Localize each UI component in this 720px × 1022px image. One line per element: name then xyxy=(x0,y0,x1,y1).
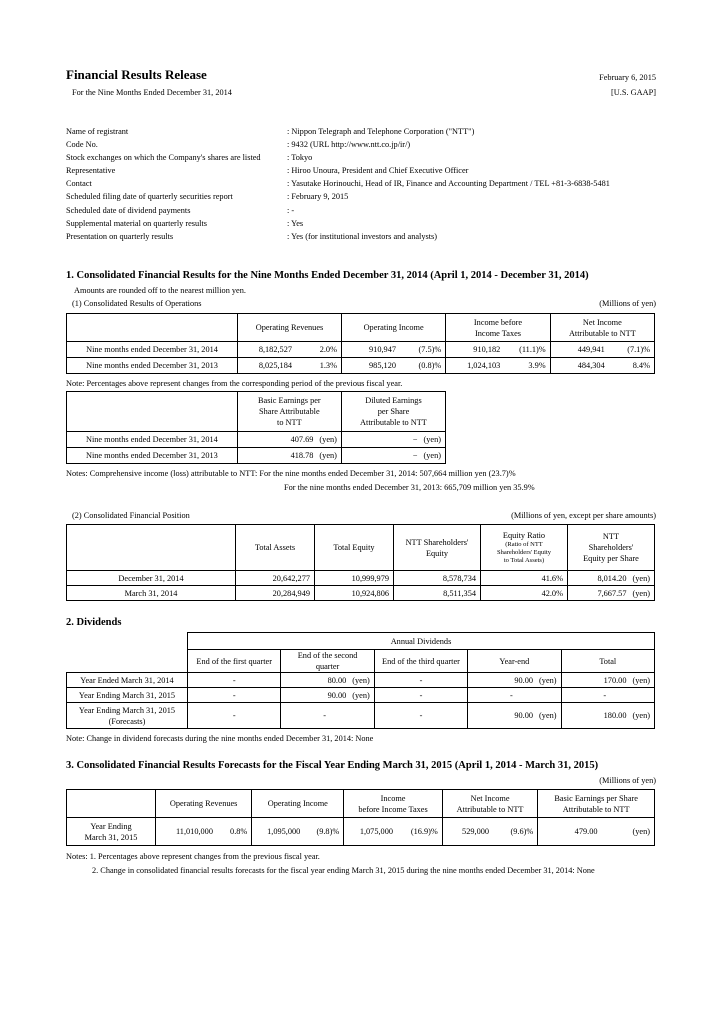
pos-row-label: December 31, 2014 xyxy=(67,571,236,586)
info-label: Name of registrant xyxy=(66,127,129,136)
info-label: Representative xyxy=(66,166,116,176)
ops-col-income-before-tax: Income before Income Taxes xyxy=(446,314,550,342)
div-col-q2: End of the second quarter xyxy=(281,650,374,673)
div-corner-top xyxy=(67,633,188,650)
pos-per-share-cell xyxy=(568,571,655,586)
pos-col-total-equity: Total Equity xyxy=(315,525,394,571)
eps-basic-cell xyxy=(237,448,341,464)
forecast-row xyxy=(67,818,655,846)
div-total-cell xyxy=(561,688,654,703)
pos-shareholders-equity: 8,511,354 xyxy=(394,586,481,601)
eps-col-diluted: Diluted Earnings per Share Attributable to NTT xyxy=(341,392,445,432)
ops-row xyxy=(67,342,655,358)
ops-income-before-tax: 910,182 xyxy=(446,342,505,358)
div-row-label: Year Ended March 31, 2014 xyxy=(67,673,188,688)
info-label: Scheduled filing date of quarterly securities report xyxy=(66,192,233,202)
comprehensive-income-note-2: For the nine months ended December 31, 2013: 665,709 million yen 35.9% xyxy=(284,483,535,492)
ops-title: (1) Consolidated Results of Operations xyxy=(72,299,202,308)
fc-eps-unit: (yen) xyxy=(602,818,655,846)
eps-col-basic: Basic Earnings per Share Attributable to NTT xyxy=(237,392,341,432)
ops-row-label: Nine months ended December 31, 2014 xyxy=(67,342,238,358)
pos-total-equity: 10,999,979 xyxy=(315,571,394,586)
equity-ratio-subheading: (Ratio of NTT Shareholders' Equity to Total Assets) xyxy=(496,541,552,564)
position-unit: (Millions of yen, except per share amounts) xyxy=(511,511,656,520)
fc-rev: 11,010,000 xyxy=(156,818,217,846)
div-q2: - xyxy=(323,711,326,720)
info-row xyxy=(66,138,610,151)
pos-equity-ratio: 41.6% xyxy=(481,571,568,586)
info-label: Supplemental material on quarterly results xyxy=(66,218,208,228)
ops-col-net-income: Net Income Attributable to NTT xyxy=(550,314,654,342)
div-col-q3: End of the third quarter xyxy=(374,650,467,673)
info-label: Stock exchanges on which the Company's shares are listed xyxy=(66,153,261,163)
eps-diluted-unit: (yen) xyxy=(423,435,441,444)
div-col-year-end: Year-end xyxy=(468,650,561,673)
pos-col-shareholders-equity: NTT Shareholders' Equity xyxy=(394,525,481,571)
div-corner-bottom xyxy=(67,650,188,673)
eps-basic: 418.78 xyxy=(290,451,314,460)
info-value: : Hiroo Unoura, President and Chief Executive Officer xyxy=(287,166,469,176)
forecast-note-1: Notes: 1. Percentages above represent changes from the previous fiscal year. xyxy=(66,852,320,861)
div-total-cell xyxy=(561,703,654,729)
info-row xyxy=(66,230,610,243)
financial-position-table xyxy=(66,524,655,601)
eps-diluted: − xyxy=(412,451,418,460)
ops-revenue: 8,182,527 xyxy=(238,342,297,358)
eps-row xyxy=(67,448,446,464)
eps-basic-cell xyxy=(237,432,341,448)
div-q2: 90.00 xyxy=(327,690,347,700)
eps-table xyxy=(66,391,446,464)
dividend-row xyxy=(67,688,655,703)
ops-revenue: 8,025,184 xyxy=(238,358,297,374)
div-year-end: - xyxy=(509,690,513,700)
ops-net-income-pct: (7.1)% xyxy=(609,342,655,358)
div-q2-cell xyxy=(281,673,374,688)
info-row xyxy=(66,164,610,177)
pos-col-equity-ratio xyxy=(481,525,568,571)
info-value: : February 9, 2015 xyxy=(287,192,349,202)
div-q2-unit: (yen) xyxy=(352,675,370,685)
ops-revenue-pct: 2.0% xyxy=(296,342,342,358)
div-year-end: 90.00 xyxy=(514,675,534,685)
pos-equity-ratio: 42.0% xyxy=(481,586,568,601)
fc-ibt-pct: (16.9)% xyxy=(397,818,442,846)
fc-row-label: Year Ending March 31, 2015 xyxy=(67,818,156,846)
eps-row-label: Nine months ended December 31, 2013 xyxy=(67,448,238,464)
release-date: February 6, 2015 xyxy=(599,73,656,82)
ops-net-income: 484,304 xyxy=(550,358,609,374)
eps-basic-unit: (yen) xyxy=(319,451,337,460)
pos-col-equity-per-share: NTT Shareholders' Equity per Share xyxy=(568,525,655,571)
ops-op-income-pct: (7.5)% xyxy=(400,342,446,358)
info-value: : Tokyo xyxy=(287,153,313,163)
ops-income-before-tax-pct: (11.1)% xyxy=(504,342,550,358)
ops-row-label: Nine months ended December 31, 2013 xyxy=(67,358,238,374)
position-row xyxy=(67,586,655,601)
div-year-end-unit: (yen) xyxy=(539,675,557,685)
info-value: : Yes xyxy=(287,218,304,228)
dividend-note: Note: Change in dividend forecasts during the nine months ended December 31, 2014: None xyxy=(66,734,374,743)
div-q3: - xyxy=(374,688,467,703)
gaap-label: [U.S. GAAP] xyxy=(611,88,656,97)
fc-eps: 479.00 xyxy=(538,818,602,846)
dividend-row xyxy=(67,673,655,688)
fc-ni-pct: (9.6)% xyxy=(493,818,538,846)
div-year-end: 90.00 xyxy=(514,711,534,720)
div-year-end-cell xyxy=(468,688,561,703)
fc-ibt: 1,075,000 xyxy=(344,818,397,846)
div-q2-cell xyxy=(281,703,374,729)
page-subtitle: For the Nine Months Ended December 31, 2014 xyxy=(72,88,232,97)
rounding-note: Amounts are rounded off to the nearest million yen. xyxy=(74,286,246,295)
div-col-q1: End of the first quarter xyxy=(188,650,281,673)
info-value: : - xyxy=(287,205,295,215)
div-row-label: Year Ending March 31, 2015 (Forecasts) xyxy=(67,703,188,729)
ops-op-income: 985,120 xyxy=(342,358,401,374)
div-q2-cell xyxy=(281,688,374,703)
ops-row xyxy=(67,358,655,374)
pos-total-equity: 10,924,806 xyxy=(315,586,394,601)
pos-row-label: March 31, 2014 xyxy=(67,586,236,601)
ops-income-before-tax-pct: 3.9% xyxy=(504,358,550,374)
ops-unit: (Millions of yen) xyxy=(599,299,656,308)
eps-corner xyxy=(67,392,238,432)
pos-total-assets: 20,284,949 xyxy=(236,586,315,601)
fc-col-revenue: Operating Revenues xyxy=(156,790,252,818)
section-2-heading: 2. Dividends xyxy=(66,617,122,628)
div-row-label: Year Ending March 31, 2015 xyxy=(67,688,188,703)
info-row xyxy=(66,151,610,164)
pos-corner xyxy=(67,525,236,571)
dividend-row xyxy=(67,703,655,729)
info-label: Scheduled date of dividend payments xyxy=(66,205,191,215)
div-year-end-cell xyxy=(468,703,561,729)
pos-per-share-cell xyxy=(568,586,655,601)
info-value: : Nippon Telegraph and Telephone Corporation ("NTT") xyxy=(287,127,475,136)
eps-row-label: Nine months ended December 31, 2014 xyxy=(67,432,238,448)
page-title: Financial Results Release xyxy=(66,67,207,82)
position-title: (2) Consolidated Financial Position xyxy=(72,511,190,520)
div-year-end-unit: (yen) xyxy=(539,711,557,720)
fc-ni: 529,000 xyxy=(442,818,493,846)
position-row xyxy=(67,571,655,586)
info-value: : Yasutake Horinouchi, Head of IR, Finance and Accounting Department / TEL +81-3-6838-5481 xyxy=(287,179,610,189)
div-total: - xyxy=(603,690,607,700)
div-q1: - xyxy=(188,688,281,703)
div-col-total: Total xyxy=(561,650,654,673)
ops-net-income: 449,941 xyxy=(550,342,609,358)
info-label: Code No. xyxy=(66,140,98,150)
annual-dividends-heading: Annual Dividends xyxy=(188,633,655,650)
info-row xyxy=(66,217,610,230)
info-row xyxy=(66,177,610,190)
fc-oi: 1,095,000 xyxy=(252,818,304,846)
div-year-end-cell xyxy=(468,673,561,688)
eps-diluted-unit: (yen) xyxy=(423,451,441,460)
equity-ratio-heading: Equity Ratio xyxy=(502,531,546,540)
section-3-heading: 3. Consolidated Financial Results Forecasts for the Fiscal Year Ending March 31, 2015 (April 1, 2014 - March 31, 2015) xyxy=(66,760,599,771)
ops-op-income-pct: (0.8)% xyxy=(400,358,446,374)
registrant-info xyxy=(66,125,610,243)
fc-col-eps: Basic Earnings per Share Attributable to NTT xyxy=(538,790,655,818)
ops-corner xyxy=(67,314,238,342)
eps-diluted: − xyxy=(412,435,418,444)
div-total-unit: (yen) xyxy=(632,675,650,685)
div-q1: - xyxy=(188,703,281,729)
comprehensive-income-note-1: Notes: Comprehensive income (loss) attributable to NTT: For the nine months ended December 31, 2014: 507,664 million yen (23.7)% xyxy=(66,469,516,478)
info-value: : 9432 (URL http://www.ntt.co.jp/ir/) xyxy=(287,140,411,150)
pos-per-share-unit: (yen) xyxy=(632,588,650,598)
info-row xyxy=(66,204,610,217)
eps-row xyxy=(67,432,446,448)
div-q3: - xyxy=(374,673,467,688)
info-value: : Yes (for institutional investors and analysts) xyxy=(287,231,438,241)
info-row xyxy=(66,190,610,203)
div-q2: 80.00 xyxy=(327,675,347,685)
div-total-unit: (yen) xyxy=(632,711,650,720)
forecast-table xyxy=(66,789,655,846)
section-1-heading: 1. Consolidated Financial Results for the Nine Months Ended December 31, 2014 (April 1, 2014 - December 31, 2014) xyxy=(66,270,589,281)
pos-per-share-unit: (yen) xyxy=(632,573,650,583)
fc-oi-pct: (9.8)% xyxy=(304,818,343,846)
pos-col-total-assets: Total Assets xyxy=(236,525,315,571)
ops-col-revenue: Operating Revenues xyxy=(238,314,342,342)
div-total-cell xyxy=(561,673,654,688)
eps-basic-unit: (yen) xyxy=(319,435,337,444)
div-q1: - xyxy=(188,673,281,688)
forecast-note-2: 2. Change in consolidated financial results forecasts for the fiscal year ending March 31, 2015 during the nine months ended December 31, 2014: None xyxy=(92,866,595,875)
ops-income-before-tax: 1,024,103 xyxy=(446,358,505,374)
results-of-operations-table xyxy=(66,313,655,374)
dividends-table xyxy=(66,632,655,729)
pos-shareholders-equity: 8,578,734 xyxy=(394,571,481,586)
fc-rev-pct: 0.8% xyxy=(217,818,252,846)
div-q2-unit: (yen) xyxy=(352,690,370,700)
pos-total-assets: 20,642,277 xyxy=(236,571,315,586)
forecast-unit: (Millions of yen) xyxy=(599,776,656,785)
fc-col-op-income: Operating Income xyxy=(252,790,344,818)
ops-col-op-income: Operating Income xyxy=(342,314,446,342)
fc-col-income-before-tax: Income before Income Taxes xyxy=(344,790,443,818)
eps-diluted-cell xyxy=(341,432,445,448)
ops-op-income: 910,947 xyxy=(342,342,401,358)
div-q3: - xyxy=(374,703,467,729)
div-total: 170.00 xyxy=(603,675,627,685)
eps-diluted-cell xyxy=(341,448,445,464)
info-label: Contact xyxy=(66,179,92,189)
ops-revenue-pct: 1.3% xyxy=(296,358,342,374)
pos-per-share: 8,014.20 xyxy=(597,573,627,583)
fc-col-net-income: Net Income Attributable to NTT xyxy=(442,790,537,818)
info-label: Presentation on quarterly results xyxy=(66,231,174,241)
ops-note: Note: Percentages above represent changes from the corresponding period of the previous fiscal year. xyxy=(66,379,403,388)
eps-basic: 407.69 xyxy=(290,435,314,444)
div-total: 180.00 xyxy=(603,711,627,720)
fc-corner xyxy=(67,790,156,818)
ops-net-income-pct: 8.4% xyxy=(609,358,655,374)
info-row xyxy=(66,125,610,138)
pos-per-share: 7,667.57 xyxy=(597,588,627,598)
